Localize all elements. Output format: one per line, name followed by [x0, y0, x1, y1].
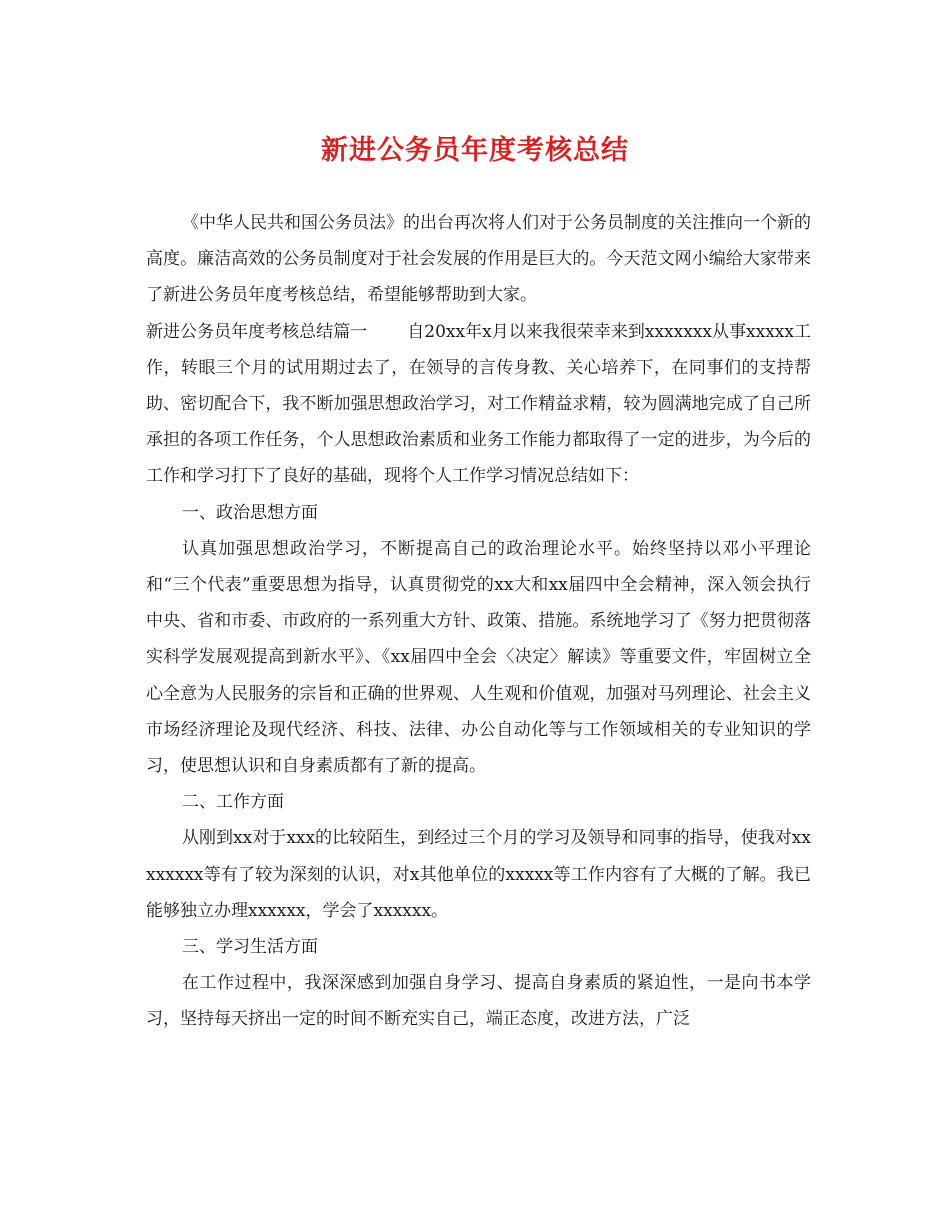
intro-paragraph: 《中华人民共和国公务员法》的出台再次将人们对于公务员制度的关注推向一个新的高度。廉洁高效的公务员制度对于社会发展的作用是巨大的。今天范文网小编给大家带来了新进公务员年度考核总结，希望能够帮助到大家。	[146, 213, 811, 306]
article-opening-paragraph	[146, 314, 811, 495]
document-title: 新进公务员年度考核总结	[321, 135, 629, 166]
section-body-work: 从刚到xx对于xxx的比较陌生，到经过三个月的学习及领导和同事的指导，使我对xxxxxxxx等有了较为深刻的认识，对x其他单位的xxxxx等工作内容有了大概的了解。我已能够独立办理xxxxxx，学会了xxxxxx。	[146, 828, 811, 921]
section-body-politics: 认真加强思想政治学习，不断提高自己的政治理论水平。始终坚持以邓小平理论和“三个代表”重要思想为指导，认真贯彻党的xx大和xx届四中全会精神，深入领会执行中央、省和市委、市政府的一系列重大方针、政策、措施。系统地学习了《努力把贯彻落实科学发展观提高到新水平》、《xx届四中全会〈决定〉解读》等重要文件，牢固树立全心全意为人民服务的宗旨和正确的世界观、人生观和价值观，加强对马列理论、社会主义市场经济理论及现代经济、科技、法律、办公自动化等与工作领域相关的专业知识的学习，使思想认识和自身素质都有了新的提高。	[146, 538, 811, 777]
section-heading-work: 二、工作方面	[182, 792, 284, 813]
section-body-study-life: 在工作过程中，我深深感到加强自身学习、提高自身素质的紧迫性，一是向书本学习，坚持每天挤出一定的时间不断充实自己，端正态度，改进方法，广泛	[146, 973, 811, 1030]
article-opening-text: 自20xx年x月以来我很荣幸来到xxxxxxx从事xxxxx工作，转眼三个月的试用期过去了，在领导的言传身教、关心培养下，在同事们的支持帮助、密切配合下，我不断加强思想政治学习，对工作精益求精，较为圆满地完成了自己所承担的各项工作任务，个人思想政治素质和业务工作能力都取得了一定的进步，为今后的工作和学习打下了良好的基础，现将个人工作学习情况总结如下：	[146, 321, 811, 487]
section-heading-study-life: 三、学习生活方面	[182, 937, 318, 958]
document-body	[146, 205, 811, 1038]
article-label: 新进公务员年度考核总结篇一	[146, 321, 368, 342]
section-heading-politics: 一、政治思想方面	[182, 502, 318, 523]
